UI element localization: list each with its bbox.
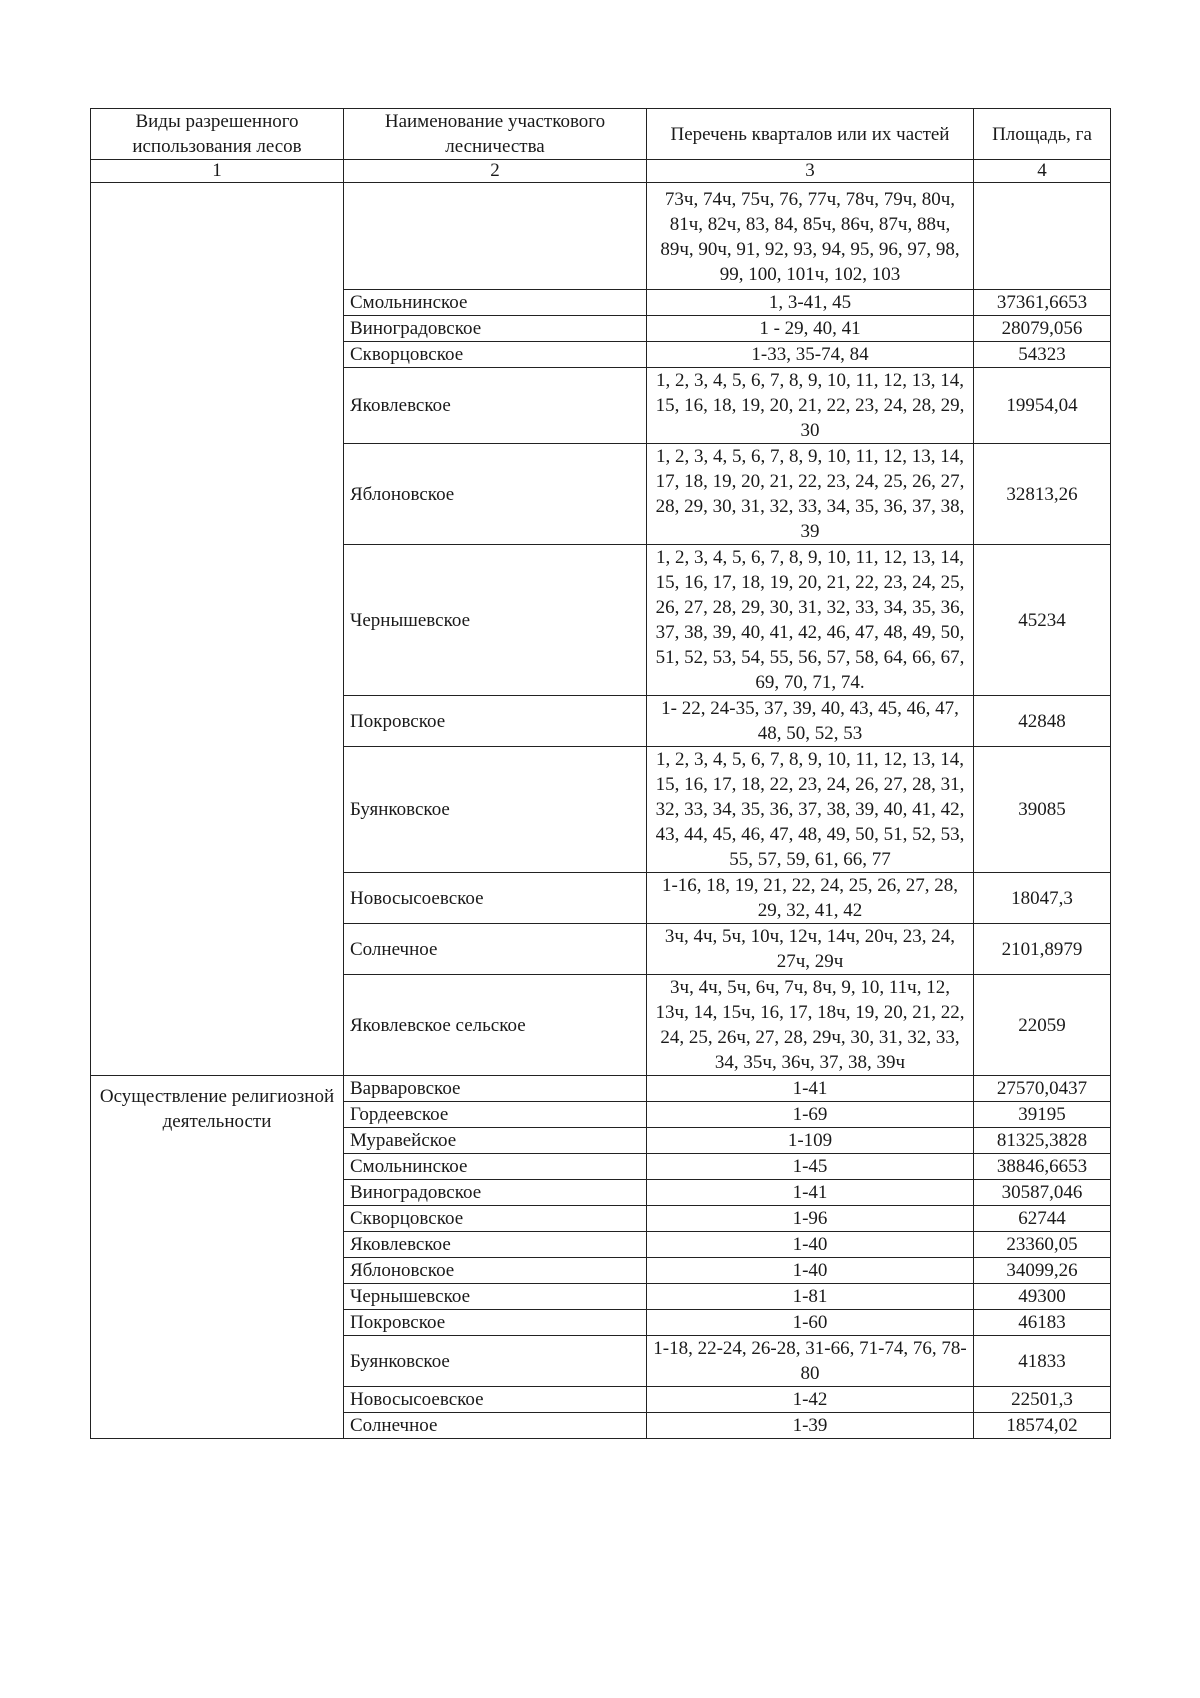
cell-area: 28079,056 (974, 316, 1111, 342)
cell-blocks-list: 1, 2, 3, 4, 5, 6, 7, 8, 9, 10, 11, 12, 13, 14, 15, 16, 18, 19, 20, 21, 22, 23, 24, 28, 29, 30 (647, 368, 974, 444)
cell-forestry-name: Покровское (344, 696, 647, 747)
cell-blocks-list: 73ч, 74ч, 75ч, 76, 77ч, 78ч, 79ч, 80ч, 81ч, 82ч, 83, 84, 85ч, 86ч, 87ч, 88ч, 89ч, 90ч, 91, 92, 93, 94, 95, 96, 97, 98, 99, 100, 101ч, 102, 103 (647, 183, 974, 290)
table-header-row (91, 109, 1111, 160)
cell-blocks-list: 1, 2, 3, 4, 5, 6, 7, 8, 9, 10, 11, 12, 13, 14, 15, 16, 17, 18, 22, 23, 24, 26, 27, 28, 31, 32, 33, 34, 35, 36, 37, 38, 39, 40, 41, 42, 43, 44, 45, 46, 47, 48, 49, 50, 51, 52, 53, 55, 57, 59, 61, 66, 77 (647, 747, 974, 873)
cell-area: 27570,0437 (974, 1076, 1111, 1102)
cell-blocks-list: 1 - 29, 40, 41 (647, 316, 974, 342)
cell-use-type (91, 183, 344, 1076)
cell-forestry-name: Яблоновское (344, 444, 647, 545)
cell-forestry-name: Яковлевское (344, 368, 647, 444)
cell-blocks-list: 1-60 (647, 1310, 974, 1336)
table-body (91, 183, 1111, 1439)
cell-blocks-list: 1-69 (647, 1102, 974, 1128)
cell-forestry-name: Скворцовское (344, 342, 647, 368)
cell-forestry-name: Покровское (344, 1310, 647, 1336)
cell-area: 49300 (974, 1284, 1111, 1310)
cell-forestry-name: Солнечное (344, 1413, 647, 1439)
table-row (91, 1076, 1111, 1102)
cell-area: 30587,046 (974, 1180, 1111, 1206)
column-number: 2 (344, 160, 647, 183)
cell-blocks-list: 1, 2, 3, 4, 5, 6, 7, 8, 9, 10, 11, 12, 13, 14, 17, 18, 19, 20, 21, 22, 23, 24, 25, 26, 27, 28, 29, 30, 31, 32, 33, 34, 35, 36, 37, 38, 39 (647, 444, 974, 545)
cell-blocks-list: 1-41 (647, 1076, 974, 1102)
cell-blocks-list: 1-45 (647, 1154, 974, 1180)
cell-use-type: Осуществление религиозной деятельности (91, 1076, 344, 1439)
cell-blocks-list: 1-42 (647, 1387, 974, 1413)
cell-forestry-name: Смольнинское (344, 290, 647, 316)
cell-area: 18047,3 (974, 873, 1111, 924)
header-use-type: Виды разрешенного использования лесов (91, 109, 344, 160)
cell-blocks-list: 1-109 (647, 1128, 974, 1154)
cell-forestry-name: Солнечное (344, 924, 647, 975)
cell-area: 42848 (974, 696, 1111, 747)
cell-forestry-name: Варваровское (344, 1076, 647, 1102)
cell-blocks-list: 1-33, 35-74, 84 (647, 342, 974, 368)
cell-area: 2101,8979 (974, 924, 1111, 975)
cell-area: 81325,3828 (974, 1128, 1111, 1154)
cell-forestry-name: Виноградовское (344, 316, 647, 342)
cell-area: 22059 (974, 975, 1111, 1076)
column-number: 3 (647, 160, 974, 183)
cell-forestry-name: Буянковское (344, 747, 647, 873)
cell-forestry-name: Муравейское (344, 1128, 647, 1154)
cell-blocks-list: 3ч, 4ч, 5ч, 6ч, 7ч, 8ч, 9, 10, 11ч, 12, 13ч, 14, 15ч, 16, 17, 18ч, 19, 20, 21, 22, 24, 25, 26ч, 27, 28, 29ч, 30, 31, 32, 33, 34, 35ч, 36ч, 37, 38, 39ч (647, 975, 974, 1076)
cell-area: 23360,05 (974, 1232, 1111, 1258)
cell-blocks-list: 1-40 (647, 1232, 974, 1258)
cell-area: 38846,6653 (974, 1154, 1111, 1180)
cell-area: 46183 (974, 1310, 1111, 1336)
header-area: Площадь, га (974, 109, 1111, 160)
cell-blocks-list: 1-39 (647, 1413, 974, 1439)
cell-forestry-name: Новосысоевское (344, 873, 647, 924)
forest-use-table (90, 108, 1111, 1439)
cell-area: 18574,02 (974, 1413, 1111, 1439)
cell-forestry-name: Буянковское (344, 1336, 647, 1387)
cell-blocks-list: 1, 2, 3, 4, 5, 6, 7, 8, 9, 10, 11, 12, 13, 14, 15, 16, 17, 18, 19, 20, 21, 22, 23, 24, 25, 26, 27, 28, 29, 30, 31, 32, 33, 34, 35, 36, 37, 38, 39, 40, 41, 42, 46, 47, 48, 49, 50, 51, 52, 53, 54, 55, 56, 57, 58, 64, 66, 67, 69, 70, 71, 74. (647, 545, 974, 696)
cell-area: 37361,6653 (974, 290, 1111, 316)
cell-blocks-list: 1-96 (647, 1206, 974, 1232)
cell-area: 32813,26 (974, 444, 1111, 545)
cell-forestry-name: Новосысоевское (344, 1387, 647, 1413)
cell-forestry-name: Чернышевское (344, 1284, 647, 1310)
column-number-row (91, 160, 1111, 183)
cell-blocks-list: 1, 3-41, 45 (647, 290, 974, 316)
cell-forestry-name: Чернышевское (344, 545, 647, 696)
cell-forestry-name: Яблоновское (344, 1258, 647, 1284)
cell-blocks-list: 1- 22, 24-35, 37, 39, 40, 43, 45, 46, 47, 48, 50, 52, 53 (647, 696, 974, 747)
cell-forestry-name: Смольнинское (344, 1154, 647, 1180)
header-forestry-name: Наименование участкового лесничества (344, 109, 647, 160)
cell-blocks-list: 1-18, 22-24, 26-28, 31-66, 71-74, 76, 78-80 (647, 1336, 974, 1387)
cell-blocks-list: 1-41 (647, 1180, 974, 1206)
cell-area: 45234 (974, 545, 1111, 696)
cell-forestry-name: Гордеевское (344, 1102, 647, 1128)
cell-blocks-list: 1-40 (647, 1258, 974, 1284)
cell-forestry-name: Яковлевское сельское (344, 975, 647, 1076)
header-blocks-list: Перечень кварталов или их частей (647, 109, 974, 160)
cell-area: 39085 (974, 747, 1111, 873)
cell-area: 22501,3 (974, 1387, 1111, 1413)
cell-forestry-name (344, 183, 647, 290)
cell-area: 54323 (974, 342, 1111, 368)
cell-area: 39195 (974, 1102, 1111, 1128)
cell-area (974, 183, 1111, 290)
cell-forestry-name: Виноградовское (344, 1180, 647, 1206)
cell-blocks-list: 3ч, 4ч, 5ч, 10ч, 12ч, 14ч, 20ч, 23, 24, 27ч, 29ч (647, 924, 974, 975)
cell-area: 19954,04 (974, 368, 1111, 444)
cell-area: 41833 (974, 1336, 1111, 1387)
cell-forestry-name: Яковлевское (344, 1232, 647, 1258)
cell-forestry-name: Скворцовское (344, 1206, 647, 1232)
cell-blocks-list: 1-16, 18, 19, 21, 22, 24, 25, 26, 27, 28, 29, 32, 41, 42 (647, 873, 974, 924)
column-number: 4 (974, 160, 1111, 183)
cell-area: 62744 (974, 1206, 1111, 1232)
cell-blocks-list: 1-81 (647, 1284, 974, 1310)
cell-area: 34099,26 (974, 1258, 1111, 1284)
table-row (91, 183, 1111, 290)
column-number: 1 (91, 160, 344, 183)
